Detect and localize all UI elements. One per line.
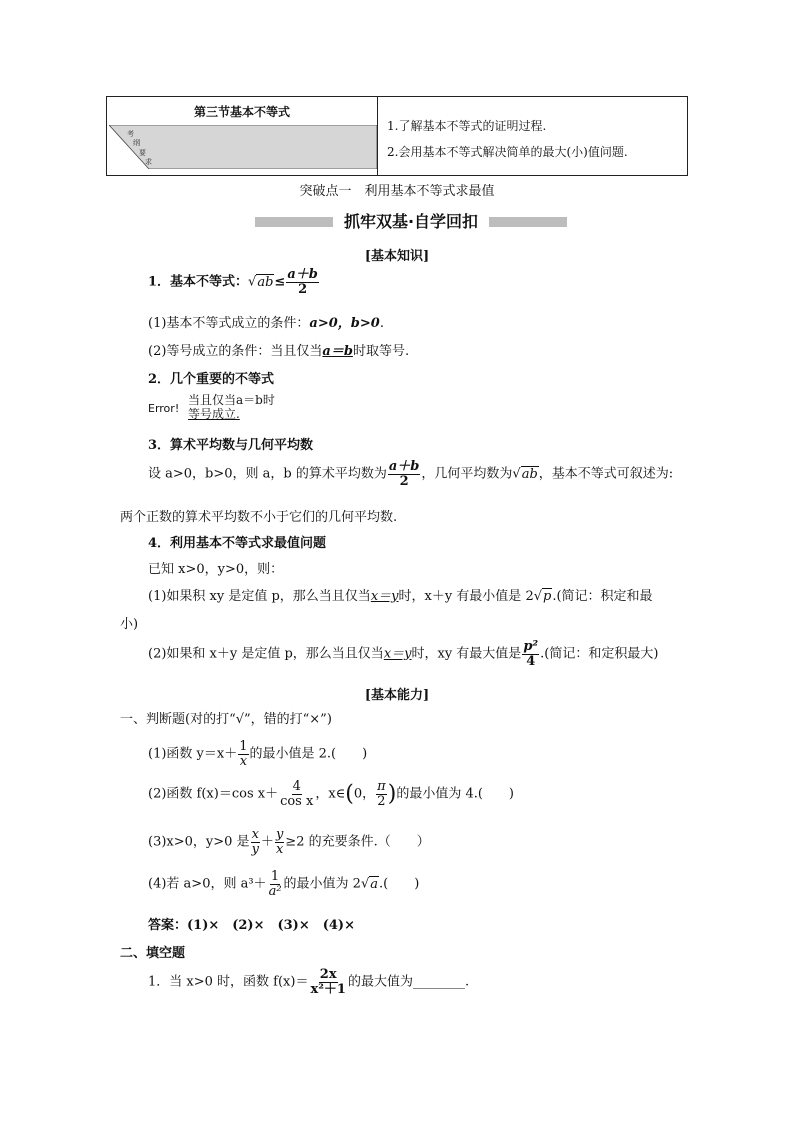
header-divider	[377, 97, 378, 175]
jq2-pi-frac	[376, 780, 387, 808]
k1-fraction	[286, 268, 319, 296]
k4-l2b: 时，xy 有最大值是	[411, 646, 522, 662]
jq2-lparen: (	[345, 781, 354, 807]
judge-q1	[148, 740, 367, 768]
jq4-sqrt: a	[370, 876, 378, 892]
k4-line2	[148, 640, 658, 668]
jq2-c: 0，	[353, 786, 376, 802]
fill-title: 二、填空题	[120, 946, 186, 961]
jq3-plus: ＋	[260, 834, 274, 850]
k3-sqrt-sign: √	[512, 466, 521, 482]
knowledge-1	[148, 268, 320, 296]
fq1-frac	[309, 968, 347, 996]
jq2-pi-den: 2	[377, 793, 386, 809]
k3-p1b: ，几何平均数为	[421, 466, 513, 482]
judge-answer: 答案：(1)× (2)× (3)× (4)×	[148, 918, 355, 933]
jq2-den: cos x	[280, 793, 314, 809]
k4-sqrt-sign: √	[533, 589, 543, 604]
k2-note-2: 等号成立.	[188, 407, 240, 421]
k4-l2c: .(简记：和定积最大)	[540, 646, 659, 662]
jq1-frac	[238, 740, 248, 768]
jq4-num: 1	[270, 869, 280, 884]
k4-given: 已知 x>0，y>0，则：	[148, 562, 284, 577]
k2-note	[188, 393, 275, 421]
requirement-1: 1.了解基本不等式的证明过程.	[387, 119, 547, 133]
k4-eq1: x＝y	[370, 589, 399, 604]
fq1-b: 的最大值为________.	[347, 974, 470, 990]
k3-den: 2	[399, 473, 409, 489]
band-char-1: 考	[127, 130, 134, 138]
k1-2-text: (2)等号成立的条件：当且仅当	[148, 344, 323, 359]
k4-l2a: (2)如果和 x＋y 是定值 p，那么当且仅当	[148, 646, 384, 662]
header-table	[106, 96, 688, 176]
k2-note-1: 当且仅当a＝b时	[188, 393, 275, 407]
banner-bar-right	[489, 217, 567, 227]
k4-l1b: 时，x＋y 有最小值是 2	[398, 589, 534, 604]
k1-1-cond: a>0，b>0	[309, 316, 380, 331]
band-char-2: 纲	[133, 139, 140, 147]
knowledge-1-2	[148, 340, 409, 359]
jq3-den2: x	[275, 841, 284, 857]
k1-num: a＋b	[287, 267, 318, 282]
jq2-num: 4	[292, 779, 301, 794]
band-char-3: 要	[139, 149, 146, 157]
jq4-a: (4)若 a>0，则 a³＋	[148, 876, 267, 892]
k4-l1c: .(简记：积定和最	[552, 589, 653, 604]
k3-num: a＋b	[388, 459, 420, 474]
jq3-den1: y	[251, 841, 259, 857]
jq2-e: 的最小值为 4.( )	[396, 786, 514, 802]
k4-l1a: (1)如果积 xy 是定值 p，那么当且仅当	[148, 589, 371, 604]
basic-ability-heading: [基本能力]	[364, 688, 430, 703]
k4-l1d: 小)	[120, 617, 139, 632]
k1-label: 1．基本不等式：	[148, 274, 249, 290]
k3-p1c: ，基本不等式可叙述为:	[538, 466, 674, 482]
basic-knowledge-heading: [基本知识]	[364, 249, 430, 264]
fq1-den: x²＋1	[310, 981, 346, 997]
section-banner	[255, 210, 567, 234]
jq3-a: (3)x>0，y>0 是	[148, 834, 250, 850]
jq3-num1: x	[251, 827, 259, 842]
banner-bar-left	[255, 217, 333, 227]
fq1-num: 2x	[319, 967, 337, 982]
knowledge-4-label: 4．利用基本不等式求最值问题	[148, 536, 327, 551]
error-text: Error!	[148, 402, 180, 415]
judge-q4	[148, 870, 419, 898]
k4-den: 4	[526, 653, 536, 669]
k4-num: p²	[523, 639, 539, 654]
k4-line1	[148, 585, 653, 604]
k1-le: ≤	[274, 274, 286, 290]
jq3-b: ≥2 的充要条件.（ ）	[285, 834, 430, 850]
fq1-a: 1．当 x>0 时，函数 f(x)＝	[148, 974, 309, 990]
k1-2-cond: a＝b	[322, 344, 353, 359]
band-char-4: 求	[145, 158, 152, 166]
k3-p1a: 设 a>0，b>0，则 a，b 的算术平均数为	[148, 466, 387, 482]
header-title: 第三节基本不等式	[193, 105, 290, 119]
jq3-frac2	[275, 828, 284, 856]
jq1-den: x	[239, 753, 248, 769]
k3-fraction	[388, 460, 421, 488]
jq4-sqrt-sign: √	[360, 876, 370, 892]
judge-title: 一、判断题(对的打“√”，错的打“×”)	[120, 712, 332, 727]
knowledge-3-line1	[148, 460, 673, 488]
jq2-rparen: )	[387, 781, 397, 807]
knowledge-3-line2: 两个正数的算术平均数不小于它们的几何平均数.	[120, 510, 398, 525]
jq1-num: 1	[239, 739, 248, 754]
k1-sqrt: ab	[257, 274, 274, 290]
jq4-frac	[268, 870, 283, 898]
banner-text: 抓牢双基·自学回扣	[343, 212, 479, 231]
jq4-c: .( )	[379, 876, 420, 892]
k4-fraction	[522, 640, 539, 668]
jq2-a: (2)函数 f(x)＝cos x＋	[148, 786, 279, 802]
k3-sqrt: ab	[521, 466, 538, 482]
jq3-num2: y	[275, 827, 284, 842]
section-title: 突破点一 利用基本不等式求最值	[299, 184, 495, 199]
knowledge-3-label: 3．算术平均数与几何平均数	[148, 438, 314, 453]
jq3-frac1	[251, 828, 260, 856]
knowledge-2-label: 2．几个重要的不等式	[148, 372, 275, 387]
k4-sqrtp: p	[543, 589, 552, 604]
k1-2-end: 时取等号.	[352, 344, 410, 359]
jq2-pi-num: π	[377, 779, 386, 794]
k4-eq2: x＝y	[383, 646, 412, 662]
judge-q2	[148, 780, 514, 808]
jq2-frac	[279, 780, 314, 808]
requirement-2: 2.会用基本不等式解决简单的最大(小)值问题.	[387, 145, 628, 159]
k1-1-text: (1)基本不等式成立的条件：	[148, 316, 310, 331]
jq4-b: 的最小值为 2	[283, 876, 361, 892]
sqrt-sign: √	[248, 274, 257, 290]
jq4-den: a²	[268, 883, 282, 899]
jq1-a: (1)函数 y＝x＋	[148, 746, 238, 762]
k1-den: 2	[298, 281, 308, 297]
fill-q1	[148, 968, 469, 996]
judge-q3	[148, 828, 430, 856]
jq1-b: 的最小值是 2.( )	[249, 746, 368, 762]
knowledge-1-1	[148, 312, 384, 331]
jq2-b: ，x∈	[315, 786, 346, 802]
k1-1-end: .	[379, 316, 384, 331]
